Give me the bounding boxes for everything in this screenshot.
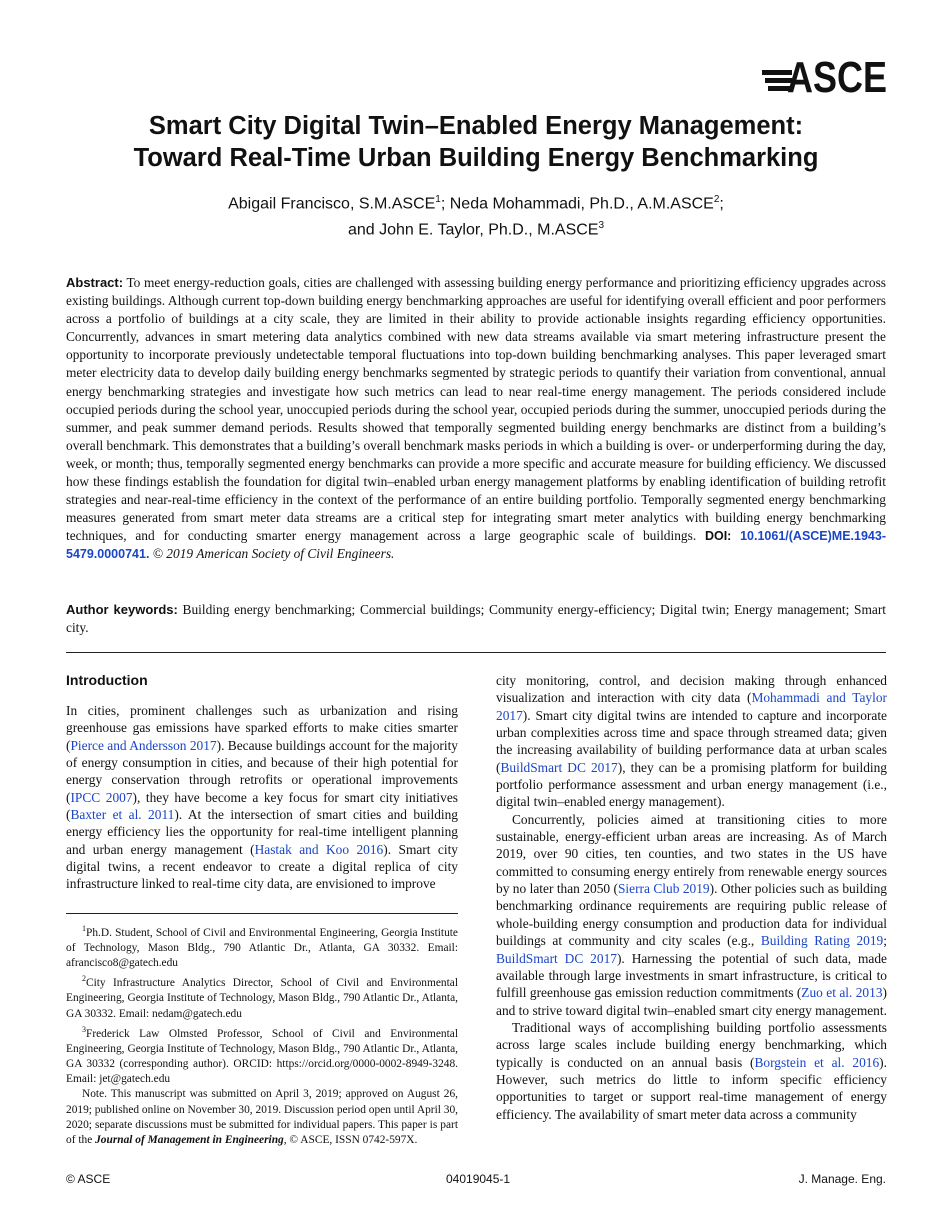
- asce-logo: [762, 53, 888, 102]
- text-run: ). Other policies such as building benchmarking ordinance requirements are requiring public release of whole-building energy consumption and production data for individual buildings at community and city scales (e.g.,: [496, 881, 887, 949]
- footer-copyright: © ASCE: [66, 1172, 111, 1186]
- footer-journal: J. Manage. Eng.: [798, 1172, 886, 1186]
- footer-page-id: 04019045-1: [446, 1172, 511, 1186]
- author-1-affil: 1: [435, 194, 441, 205]
- footnote-divider: [66, 913, 458, 914]
- note-text-end: , © ASCE, ISSN 0742-597X.: [283, 1134, 418, 1147]
- author-line-2: [60, 215, 892, 241]
- text-run: city monitoring, control, and decision making through enhanced visualization and interaction with city data (: [496, 673, 887, 706]
- footnote-text: Frederick Law Olmsted Professor, School of Civil and Environmental Engineering, Georgia Institute of Technology, Mason Bldg., 790 Atlantic Dr., Atlanta, GA 30332 (corresponding author). ORCID: https://orcid.org/0000-0002-8949-3248. Email: jet@gatech.edu: [66, 1027, 458, 1086]
- text-run: ) and to strive toward digital twin–enabled smart city energy management.: [496, 985, 887, 1018]
- citation-link[interactable]: IPCC 2007: [70, 789, 133, 805]
- title-line-2: Toward Real-Time Urban Building Energy Benchmarking: [133, 144, 819, 172]
- page-footer: [66, 1172, 886, 1190]
- section-heading-introduction: Introduction: [66, 672, 148, 688]
- footnote-marker: 2: [82, 974, 86, 984]
- citation-link[interactable]: Mohammadi and Taylor 2017: [496, 690, 887, 723]
- abstract: [66, 274, 886, 564]
- author-line-1: [60, 189, 892, 215]
- keywords-label: Author keywords:: [66, 602, 178, 617]
- author-keywords: [66, 601, 886, 637]
- author-3-affil: 3: [598, 220, 605, 232]
- text-run: ). Smart city digital twins, a recent endeavor to create a digital replica of city infrastructure linked to real-time city data, are envisioned to improve: [66, 841, 458, 892]
- author-1: Abigail Francisco, S.M.ASCE: [228, 195, 436, 213]
- note-text: Note. This manuscript was submitted on April 3, 2019; approved on August 26, 2019; published online on November 30, 2019. Discussion period open until April 30, 2020; separate discussions must be submitted for individual papers. This paper is part of the: [66, 1088, 458, 1147]
- author-list: [60, 189, 892, 242]
- text-run: ). Smart city digital twins are intended to capture and incorporate urban complexities across time and space through streamed data; given the increasing availability of building performance data at urban scales (: [496, 707, 887, 775]
- text-run: ). Because buildings account for the majority of energy consumption in cities, and because of their high potential for energy conservation through retrofits or operational improvements (: [66, 737, 458, 805]
- author-3: and John E. Taylor, Ph.D., M.ASCE: [347, 221, 599, 239]
- abstract-text: To meet energy-reduction goals, cities are challenged with assessing building energy performance and prioritizing efficiency upgrades across existing buildings. Although current top-down building energy benchmarking approaches are useful for identifying overall efficient and poor performers across a portfolio of buildings at a city scale, they are limited in their ability to provide actionable insights regarding efficiency opportunities. Concurrently, advances in smart metering data analytics combined with new data streams available via smart metering infrastructure present the opportunity to incorporate previously undetectable temporal fluctuations into top-down building benchmarking analyses. This paper leveraged smart meter electricity data to develop daily building energy benchmarks segmented by strategic periods to quantify their variation from conventional, annual energy benchmarking strategies and investigate how such metrics can lead to near real-time energy management. The periods considered include occupied periods during the school year, unoccupied periods during the school year, occupied periods during the summer, unoccupied periods during the summer, and peak summer demand periods. Results showed that temporally segmented building energy benchmarks are distinct from a building’s overall benchmark. This demonstrates that a building’s overall benchmark masks periods in which a building is over- or underperforming during the day, week, or month; thus, temporally segmented energy benchmarks can provide a more specific and accurate measure for building efficiency. We discussed how these findings establish the foundation for digital twin–enabled urban energy management platforms by enabling identification of building retrofit strategies and near-real-time efficiency in the context of the performance of an entire building portfolio. Temporally segmented energy benchmarking measures generated from smart meter data streams are a critical step for integrating smart meter analytics with building energy benchmarking techniques, and for conducting smarter energy management across a large geographic scale of buildings.: [66, 275, 887, 544]
- author-2: ; Neda Mohammadi, Ph.D., A.M.ASCE: [440, 195, 714, 213]
- copyright-notice: © 2019 American Society of Civil Engineers.: [152, 546, 395, 562]
- text-run: In cities, prominent challenges such as urbanization and rising greenhouse gas emissions have sparked efforts to make cities smarter (: [66, 703, 458, 753]
- text-run: ). However, such metrics do little to inform specific efficiency opportunities to target or support real-time management of energy efficiency. The availability of smart meter data across a community: [496, 1054, 887, 1122]
- footnote-text: Ph.D. Student, School of Civil and Environmental Engineering, Georgia Institute of Technology, Mason Bldg., 790 Atlantic Dr., Atlanta, GA 30332. Email: afrancisco8@gatech.edu: [66, 926, 458, 970]
- footnote-text: City Infrastructure Analytics Director, School of Civil and Environmental Engineering, Georgia Institute of Technology, Mason Bldg., 790 Atlantic Dr., Atlanta, GA 30332. Email: nedam@gatech.edu: [66, 977, 458, 1020]
- citation-link[interactable]: Sierra Club 2019: [617, 881, 710, 897]
- text-run: ;: [883, 933, 887, 949]
- text-run: Traditional ways of accomplishing building portfolio assessments across large scales include building energy benchmarking, which typically is conducted on an annual basis (: [496, 1019, 887, 1070]
- abstract-label: Abstract:: [66, 275, 124, 290]
- footnote-2: [66, 971, 458, 1021]
- footnotes: [66, 921, 458, 1148]
- intro-paragraph-3: [496, 1019, 887, 1123]
- citation-link[interactable]: BuildSmart DC 2017: [496, 950, 617, 966]
- citation-link[interactable]: Hastak and Koo 2016: [254, 841, 384, 857]
- manuscript-note: [66, 1087, 458, 1148]
- text-run: ). Harnessing the potential of such data, made available through large investments in smart infrastructure, is critical to fulfill greenhouse gas emission reduction commitments (: [496, 950, 888, 1001]
- footnote-1: [66, 921, 458, 971]
- divider: [66, 652, 886, 653]
- text-run: ), they have become a key focus for smart city initiatives (: [66, 789, 458, 823]
- intro-paragraph-1: [66, 702, 458, 893]
- doi-link[interactable]: 10.1061/(ASCE)ME.1943-5479.0000741.: [66, 529, 886, 562]
- text-run: Concurrently, policies aimed at transitioning cities to more sustainable, energy-efficient urban areas are increasing. As of March 2019, over 90 cities, ten counties, and two states in the US have committed to consuming energy entirely from renewable energy sources by no later than 2050 (: [496, 811, 887, 897]
- citation-link[interactable]: Building Rating 2019: [760, 933, 884, 949]
- author-2-sep: ;: [719, 195, 724, 213]
- citation-link[interactable]: Pierce and Andersson 2017: [70, 737, 217, 753]
- keywords-text: Building energy benchmarking; Commercial buildings; Community energy-efficiency; Digital twin; Energy management; Smart city.: [66, 602, 886, 636]
- citation-link[interactable]: Borgstein et al. 2016: [754, 1054, 880, 1070]
- citation-link[interactable]: Baxter et al. 2011: [70, 807, 175, 823]
- logo-text: ASCE: [787, 53, 887, 102]
- intro-paragraph-2: [496, 811, 887, 1019]
- author-2-affil: 2: [713, 194, 720, 205]
- footnote-marker: 3: [82, 1024, 86, 1034]
- text-run: ), they can be a promising platform for building portfolio performance assessment and urban energy management (i.e., digital twin–enabled energy management).: [496, 759, 887, 810]
- text-run: ). At the intersection of smart cities and building energy efficiency lies the opportunity for real-time intelligent planning and urban energy management (: [66, 807, 458, 857]
- doi-label: DOI:: [704, 529, 732, 544]
- citation-link[interactable]: BuildSmart DC 2017: [500, 759, 618, 775]
- journal-name: Journal of Management in Engineering: [95, 1134, 284, 1147]
- footnote-3: [66, 1022, 458, 1088]
- paper-title: [60, 110, 892, 174]
- right-column: [496, 672, 887, 1123]
- intro-paragraph-1-continued: [496, 672, 887, 811]
- citation-link[interactable]: Zuo et al. 2013: [801, 985, 883, 1001]
- left-column: [66, 672, 458, 893]
- footnote-marker: 1: [82, 924, 86, 933]
- title-line-1: Smart City Digital Twin–Enabled Energy Management:: [148, 112, 804, 140]
